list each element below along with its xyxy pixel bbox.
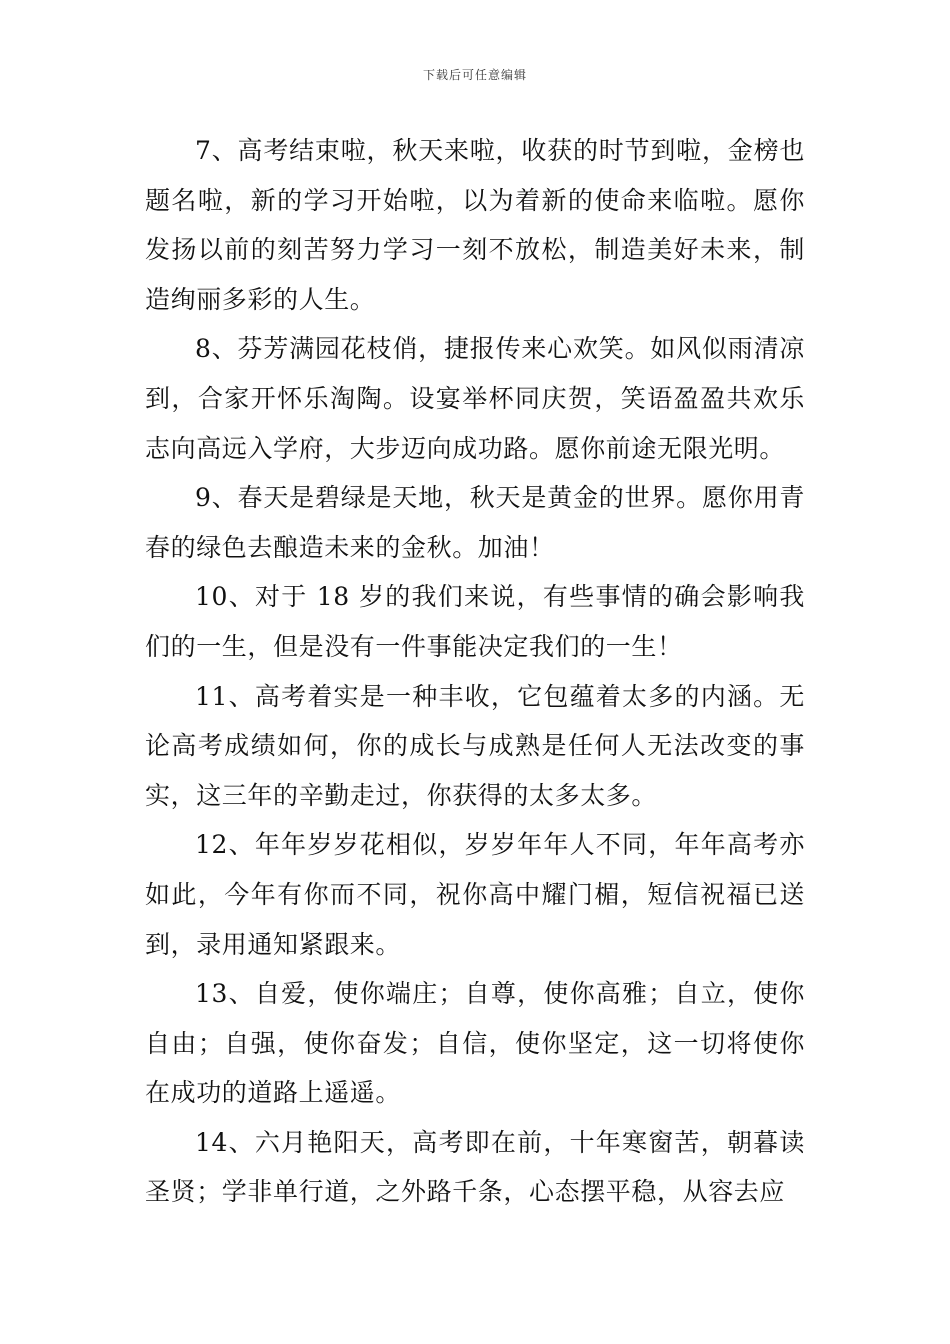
paragraph-14: 14、六月艳阳天，高考即在前，十年寒窗苦，朝暮读圣贤；学非单行道，之外路千条，心态摆平稳，从容去应 <box>145 1127 805 1207</box>
paragraph-9: 9、春天是碧绿是天地，秋天是黄金的世界。愿你用青春的绿色去酿造未来的金秋。加油！ <box>145 483 805 562</box>
paragraph-7: 7、高考结束啦，秋天来啦，收获的时节到啦，金榜也题名啦，新的学习开始啦，以为着新的使命来临啦。愿你发扬以前的刻苦努力学习一刻不放松，制造美好未来，制造绚丽多彩的人生。 <box>145 136 805 314</box>
page-header-note: 下载后可任意编辑 <box>422 68 527 82</box>
paragraph-10: 10、对于 18 岁的我们来说，有些事情的确会影响我们的一生，但是没有一件事能决定我们的一生！ <box>145 582 805 661</box>
document-body <box>145 126 805 1217</box>
paragraph-8: 8、芬芳满园花枝俏，捷报传来心欢笑。如风似雨清凉到，合家开怀乐淘陶。设宴举杯同庆贺，笑语盈盈共欢乐志向高远入学府，大步迈向成功路。愿你前途无限光明。 <box>145 334 805 463</box>
paragraph-11: 11、高考着实是一种丰收，它包蕴着太多的内涵。无论高考成绩如何，你的成长与成熟是任何人无法改变的事实，这三年的辛勤走过，你获得的太多太多。 <box>145 681 805 810</box>
paragraph-12: 12、年年岁岁花相似，岁岁年年人不同，年年高考亦如此，今年有你而不同，祝你高中耀门楣，短信祝福已送到，录用通知紧跟来。 <box>145 830 805 959</box>
paragraph-13: 13、自爱，使你端庄；自尊，使你高雅；自立，使你自由；自强，使你奋发；自信，使你坚定，这一切将使你在成功的道路上遥遥。 <box>145 979 805 1108</box>
